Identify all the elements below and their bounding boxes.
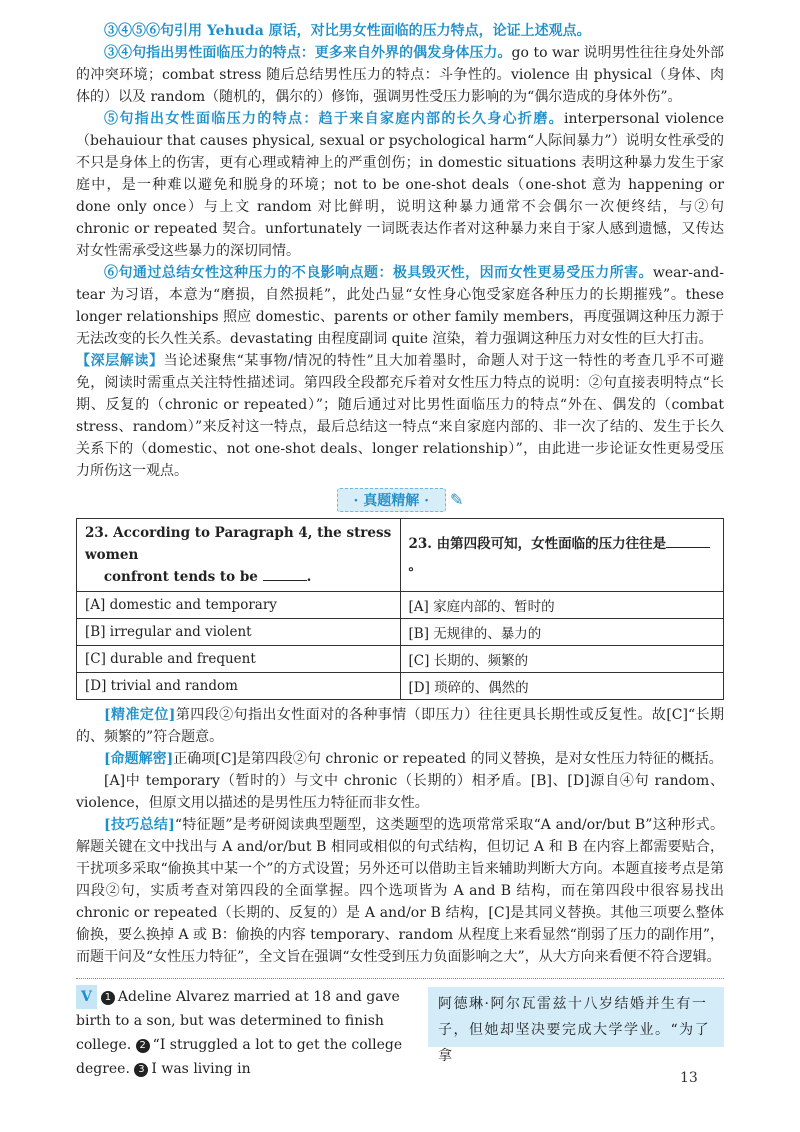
sentence-3: I was living in (151, 1061, 251, 1077)
deep-reading-tag: 【深层解读】 (76, 353, 164, 369)
option-zh: [C] 长期的、频繁的 (400, 646, 724, 673)
page-number: 13 (680, 1070, 698, 1086)
option-en: [C] durable and frequent (77, 646, 401, 673)
page-content (76, 20, 724, 1075)
option-zh: [A] 家庭内部的、暂时的 (400, 592, 724, 619)
banner-label: · 真题精解 · (337, 488, 447, 512)
option-en: [A] domestic and temporary (77, 592, 401, 619)
question-en-line2: confront tends to be (103, 569, 258, 585)
option-zh: [B] 无规律的、暴力的 (400, 619, 724, 646)
question-en: 23. According to Paragraph 4, the stress women confront tends to be . (77, 519, 401, 592)
question-zh-text: 23. 由第四段可知，女性面临的压力往往是 (408, 536, 667, 552)
para-3-highlight: ⑤句指出女性面临压力的特点：趋于来自家庭内部的长久身心折磨。 (104, 111, 564, 127)
passage-text (76, 985, 406, 1081)
para-5-text: 当论述聚焦“某事物/情况的特性”且大加着墨时，命题人对于这一特性的考查几乎不可避免，阅读时需重点关注特性描述词。第四段全段都充斥着对女性压力特点的说明：②句直接表明特点“长期、反复的（chronic or repeated）”；随后通过对比男性面临压力的特点“外在、偶发的（combat stress、random）”来反衬这一特点，最后总结这一特点“来自家庭内部的、非一次了结的、发生于长久关系下的（domestic、not one-shot deals、longer relationship）”，由此进一步论证女性更易受压力所伤这一观点。 (76, 353, 725, 479)
analysis-3 (76, 770, 724, 814)
option-en: [B] irregular and violent (77, 619, 401, 646)
sentence-2: “I struggled a lot to get the college degree. (76, 1037, 403, 1077)
analysis-2 (76, 748, 724, 770)
option-row (77, 592, 724, 619)
answer-blank (263, 568, 307, 581)
para-5 (76, 350, 724, 482)
divider (76, 978, 724, 979)
sentence-number: 3 (134, 1063, 148, 1077)
analysis-3-text: [A]中 temporary（暂时的）与文中 chronic（长期的）相矛盾。[B]、[D]源自④句 random、violence，但原文用以描述的是男性压力特征而非女性。 (76, 773, 724, 811)
locate-tag: [精准定位] (104, 707, 176, 723)
para-4 (76, 262, 724, 350)
answer-blank-zh (666, 535, 710, 548)
option-row (77, 673, 724, 700)
analysis-4 (76, 814, 724, 968)
para-2-highlight: ③④句指出男性面临压力的特点：更多来自外界的偶发身体压力。 (104, 45, 512, 61)
question-zh (400, 519, 724, 592)
para-3-text: interpersonal violence（behauiour that causes physical, sexual or psychological harm“人际间暴力”）说明女性承受的不只是身体上的伤害，更有心理或精神上的严重创伤；in domestic situations 表明这种暴力发生于家庭中，是一种难以避免和脱身的环境；not to be one-shot deals（one-shot 意为 happening or done only once）与上文 random 对比鲜明，说明这种暴力通常不会偶尔一次便终结，与②句 chronic or repeated 契合。unfortunately 一词既表达作者对这种暴力来自于家人感到遗憾，又传达对女性需承受这些暴力的深切同情。 (76, 111, 724, 259)
analysis-4-text: “特征题”是考研阅读典型题型，这类题型的选项常常采取“A and/or/but B”这种形式。解题关键在文中找出与 A and/or/but B 相同或相似的句式结构，但切记 A 和 B 在内容上都需要贴合，干扰项多采取“偷换其中某一个”的方式设置；另外还可以借助主旨来辅助判断大方向。本题直接考点是第四段②句，实质考查对第四段的全面掌握。四个选项皆为 A and B 结构，而在第四段中很容易找出 chronic or repeated（长期的、反复的）是 A and/or B 结构，[C]是其同义替换。其他三项要么整体偷换，要么换掉 A 或 B：偷换的内容 temporary、random 从程度上来看显然“削弱了压力的副作用”，而题干问及“女性压力特征”，全文旨在强调“女性受到压力负面影响之大”，从大方向来看便不符合逻辑。 (76, 817, 724, 965)
skill-tag: [技巧总结] (104, 817, 175, 833)
section-banner (76, 488, 724, 512)
para-2-text: go to war 说明男性往往身处外部的冲突环境；combat stress 随后总结男性压力的特点：斗争性的。violence 由 physical（身体、肉体的）以及 random（随机的，偶尔的）修饰，强调男性受压力影响的为“偶尔造成的身体外伤”。 (76, 45, 725, 105)
pen-icon: ✎ (450, 490, 464, 509)
section-badge: V (76, 985, 97, 1009)
analysis-1 (76, 704, 724, 748)
analysis-1-text: 第四段②句指出女性面对的各种事情（即压力）往往更具长期性或反复性。故[C]“长期的、频繁的”符合题意。 (76, 707, 724, 745)
option-zh: [D] 琐碎的、偶然的 (400, 673, 724, 700)
option-row (77, 619, 724, 646)
option-en: [D] trivial and random (77, 673, 401, 700)
question-en-line1: 23. According to Paragraph 4, the stress women (85, 525, 392, 563)
question-zh-end: 。 (408, 558, 422, 574)
question-table (76, 518, 724, 700)
translation-box: 阿德琳·阿尔瓦雷兹十八岁结婚并生有一子，但她却坚决要完成大学学业。“为了拿 (428, 987, 724, 1047)
para-4-text: wear-and-tear 为习语，本意为“磨损，自然损耗”，此处凸显“女性身心饱受家庭各种压力的长期摧残”。these longer relationships 照应 domestic、parents or other family members，再度强调这种压力源于无法改变的长久性关系。devastating 由程度副词 quite 渲染，着力强调这种压力对女性的巨大打击。 (76, 265, 724, 347)
section-5 (76, 985, 724, 1075)
option-row (77, 646, 724, 673)
sentence-number: 2 (136, 1039, 150, 1053)
para-1-text: ③④⑤⑥句引用 Yehuda 原话，对比男女性面临的压力特点，论证上述观点。 (104, 23, 591, 39)
analysis-2-text: 正确项[C]是第四段②句 chronic or repeated 的同义替换，是对女性压力特征的概括。 (173, 751, 723, 767)
decode-tag: [命题解密] (104, 751, 174, 767)
para-4-highlight: ⑥句通过总结女性这种压力的不良影响点题：极具毁灭性，因而女性更易受压力所害。 (104, 265, 653, 281)
para-1 (76, 20, 724, 42)
sentence-1: Adeline Alvarez married at 18 and gave birth to a son, but was determined to finish college. (76, 989, 400, 1053)
para-3 (76, 108, 724, 262)
sentence-number: 1 (101, 991, 115, 1005)
question-header-row (77, 519, 724, 592)
para-2 (76, 42, 724, 108)
